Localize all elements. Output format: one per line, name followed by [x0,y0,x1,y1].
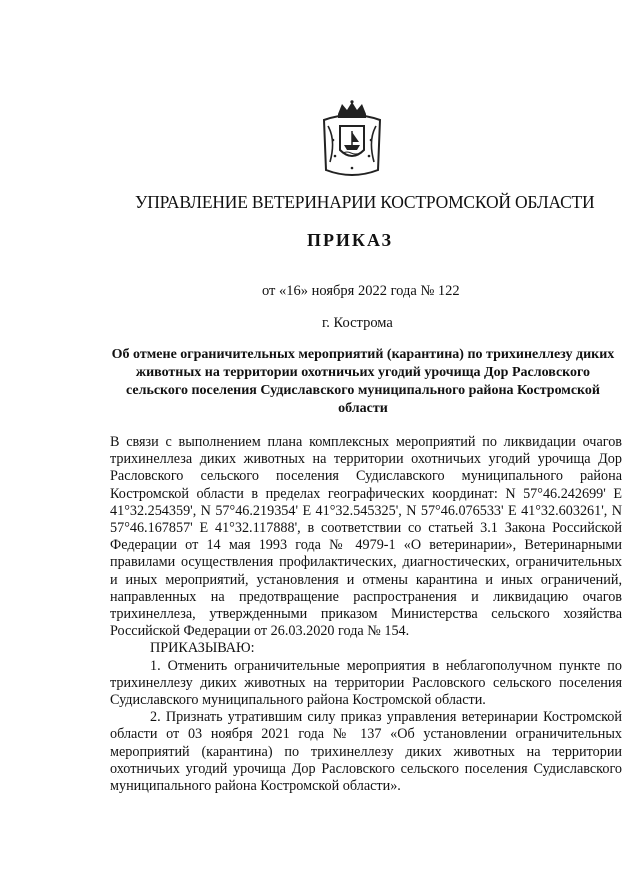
document-city: г. Кострома [322,315,393,331]
order-item-2: 2. Признать утратившим силу приказ управления ветеринарии Костромской области от 03 ноября 2021 года № 137 «Об установлении ограничительных мероприятий (карантина) по трихинеллезу диких животных на территории охотничьих угодий урочища Дор Расловского сельского поселения Судиславского муниципального района Костромской области». [110,709,622,795]
document-body [110,434,622,795]
document-title: Об отмене ограничительных мероприятий (карантина) по трихинеллезу диких животных на территории охотничьих угодий урочища Дор Расловского сельского поселения Судиславского муниципального района Костромской области [111,347,615,416]
order-word: ПРИКАЗЫВАЮ: [150,640,255,657]
coat-of-arms-icon [316,100,388,180]
agency-name: УПРАВЛЕНИЕ ВЕТЕРИНАРИИ КОСТРОМСКОЙ ОБЛАСТИ [135,192,595,212]
order-item-1: 1. Отменить ограничительные мероприятия в неблагополучном пункте по трихинеллезу диких животных на территории Расловского сельского поселения Судиславского муниципального района Костромской области. [110,657,622,709]
preamble-paragraph: В связи с выполнением плана комплексных мероприятий по ликвидации очагов трихинеллеза диких животных на территории охотничьих угодий урочища Дор Расловского сельского поселения Судиславского муниципального района Костромской области в пределах географических координат: N 57°46.242699' E 41°32.254359', N 57°46.219354' E 41°32.545325', N 57°46.076533' E 41°32.603261', N 57°46.167857' E 41°32.117888', в соответствии со статьей 3.1 Закона Российской Федерации от 14 мая 1993 года № 4979-1 «О ветеринарии», Ветеринарными правилами осуществления профилактических, диагностических, ограничительных и иных мероприятий, установления и отмены карантина и иных ограничений, направленных на предотвращение распространения и ликвидацию очагов трихинеллеза, утвержденными приказом Министерства сельского хозяйства Российской Федерации от 26.03.2020 года № 154. [110,434,622,640]
document-type: ПРИКАЗ [306,230,394,250]
document-date-number: от «16» ноября 2022 года № 122 [262,283,460,299]
